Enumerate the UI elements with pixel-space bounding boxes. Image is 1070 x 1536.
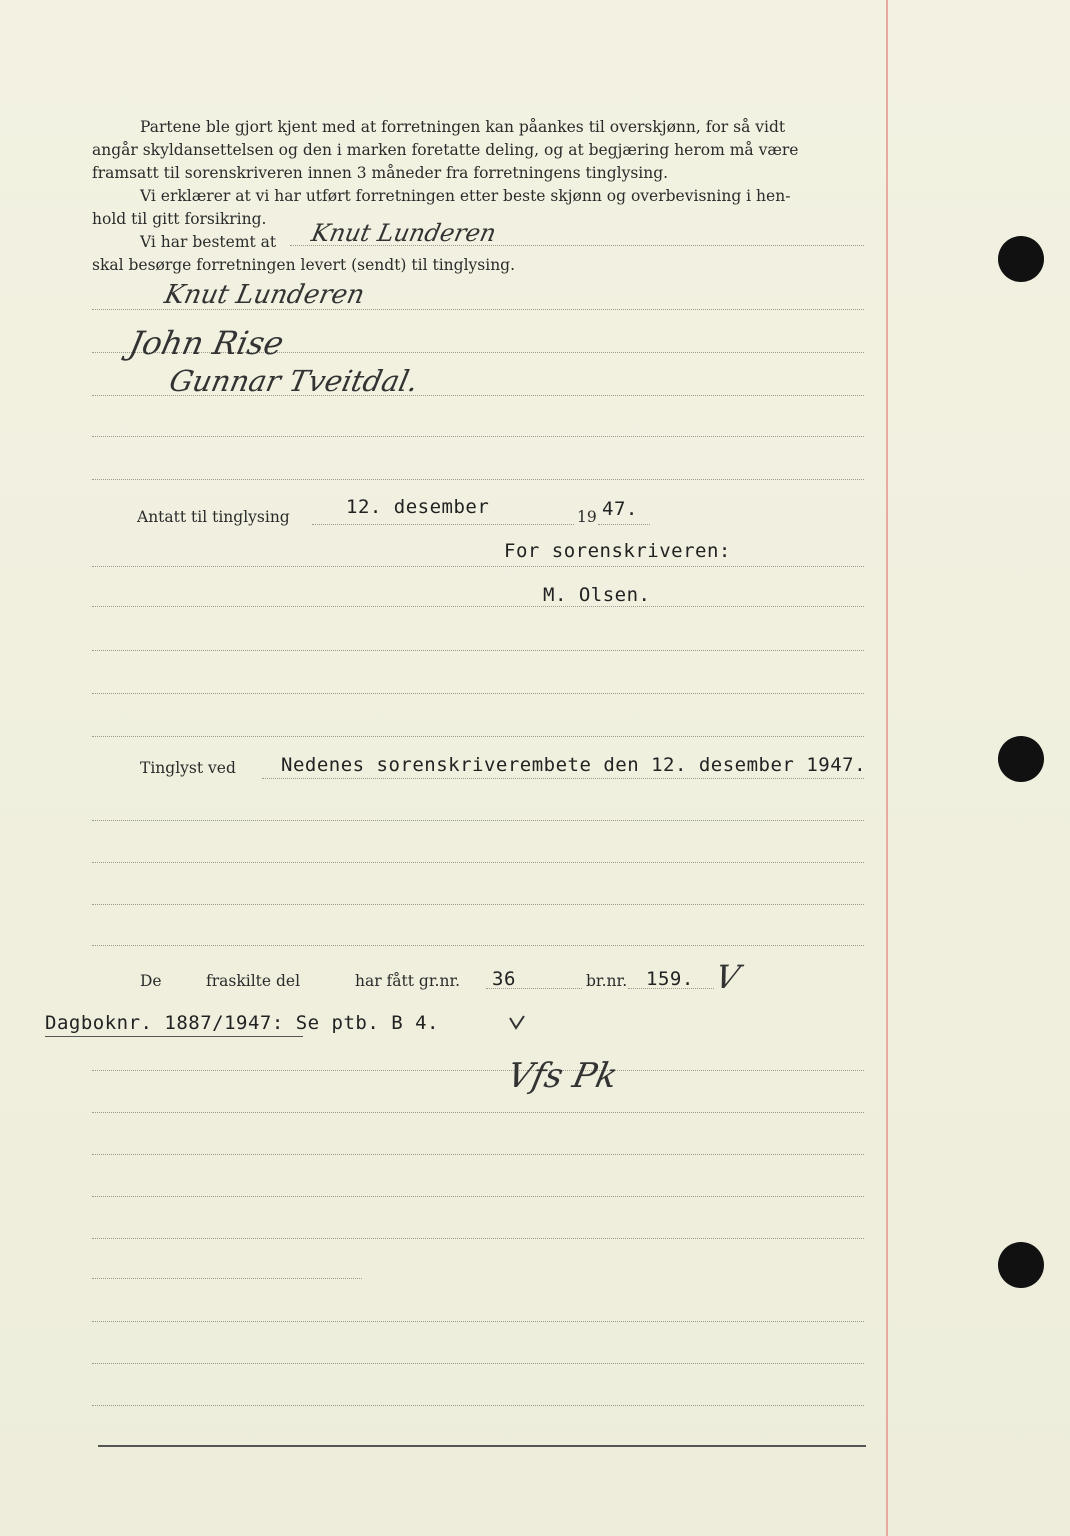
blank-line-1 xyxy=(92,436,864,437)
journal-check-mark xyxy=(508,1014,528,1034)
journal-initials: Vfs Pk xyxy=(503,1056,622,1096)
acceptance-year-suffix: 47. xyxy=(602,498,638,520)
blank-line-4 xyxy=(92,693,864,694)
acceptance-date: 12. desember xyxy=(346,496,490,518)
parcel-check-mark: V xyxy=(711,958,744,996)
blank-line-14 xyxy=(92,1238,864,1239)
acceptance-year-line xyxy=(598,524,650,525)
journal-underline xyxy=(45,1036,303,1037)
punch-hole-middle xyxy=(998,736,1044,782)
registrar-line-1 xyxy=(92,566,864,567)
signature-2: John Rise xyxy=(125,324,288,362)
registrar-name: M. Olsen. xyxy=(543,584,651,606)
signature-3: Gunnar Tveitdal. xyxy=(166,364,422,398)
paragraph-line-7: skal besørge forretningen levert (sendt) til tinglysing. xyxy=(92,256,516,274)
short-line xyxy=(92,1278,362,1279)
paragraph-line-4: Vi erklærer at vi har utført forretningen etter beste skjønn og overbevisning i hen- xyxy=(140,187,791,205)
registration-line xyxy=(262,778,864,779)
paragraph-line-2: angår skyldansettelsen og den i marken foretatte deling, og at begjæring herom må være xyxy=(92,141,799,159)
blank-line-5 xyxy=(92,736,864,737)
blank-line-6 xyxy=(92,820,864,821)
paragraph-line-6-prefix: Vi har bestemt at xyxy=(140,233,277,251)
appointed-signature: Knut Lunderen xyxy=(309,219,499,247)
paragraph-line-3: framsatt til sorenskriveren innen 3 måneder fra forretningens tinglysing. xyxy=(92,164,669,182)
blank-line-17 xyxy=(92,1405,864,1406)
journal-text: Dagboknr. 1887/1947: Se ptb. B 4. xyxy=(45,1012,439,1034)
blank-line-13 xyxy=(92,1196,864,1197)
parcel-brnr: 159. xyxy=(646,968,694,990)
blank-line-7 xyxy=(92,862,864,863)
registrar-for-label: For sorenskriveren: xyxy=(504,540,731,562)
acceptance-label: Antatt til tinglysing xyxy=(137,508,290,526)
blank-line-9 xyxy=(92,945,864,946)
blank-line-16 xyxy=(92,1363,864,1364)
paragraph-line-1: Partene ble gjort kjent med at forretningen kan påankes til overskjønn, for så vidt xyxy=(140,118,786,136)
blank-line-10 xyxy=(92,1070,864,1071)
red-margin-line xyxy=(886,0,888,1536)
signature-1: Knut Lunderen xyxy=(161,280,368,310)
parcel-grnr: 36 xyxy=(492,968,516,990)
blank-line-8 xyxy=(92,904,864,905)
blank-line-12 xyxy=(92,1154,864,1155)
parcel-fraskilte: fraskilte del xyxy=(206,972,301,990)
blank-line-3 xyxy=(92,650,864,651)
blank-line-2 xyxy=(92,479,864,480)
parcel-de: De xyxy=(140,972,162,990)
parcel-har-fatt: har fått gr.nr. xyxy=(355,972,461,990)
bottom-closing-rule xyxy=(98,1445,866,1447)
registrar-line-2 xyxy=(92,606,864,607)
registration-label: Tinglyst ved xyxy=(140,759,236,777)
blank-line-11 xyxy=(92,1112,864,1113)
paragraph-line-5: hold til gitt forsikring. xyxy=(92,210,267,228)
acceptance-date-line xyxy=(312,524,574,525)
blank-line-15 xyxy=(92,1321,864,1322)
punch-hole-top xyxy=(998,236,1044,282)
registration-text: Nedenes sorenskriverembete den 12. desember 1947. xyxy=(281,754,867,776)
acceptance-year-prefix: 19 xyxy=(577,508,597,526)
parcel-brnr-label: br.nr. xyxy=(586,972,628,990)
punch-hole-bottom xyxy=(998,1242,1044,1288)
